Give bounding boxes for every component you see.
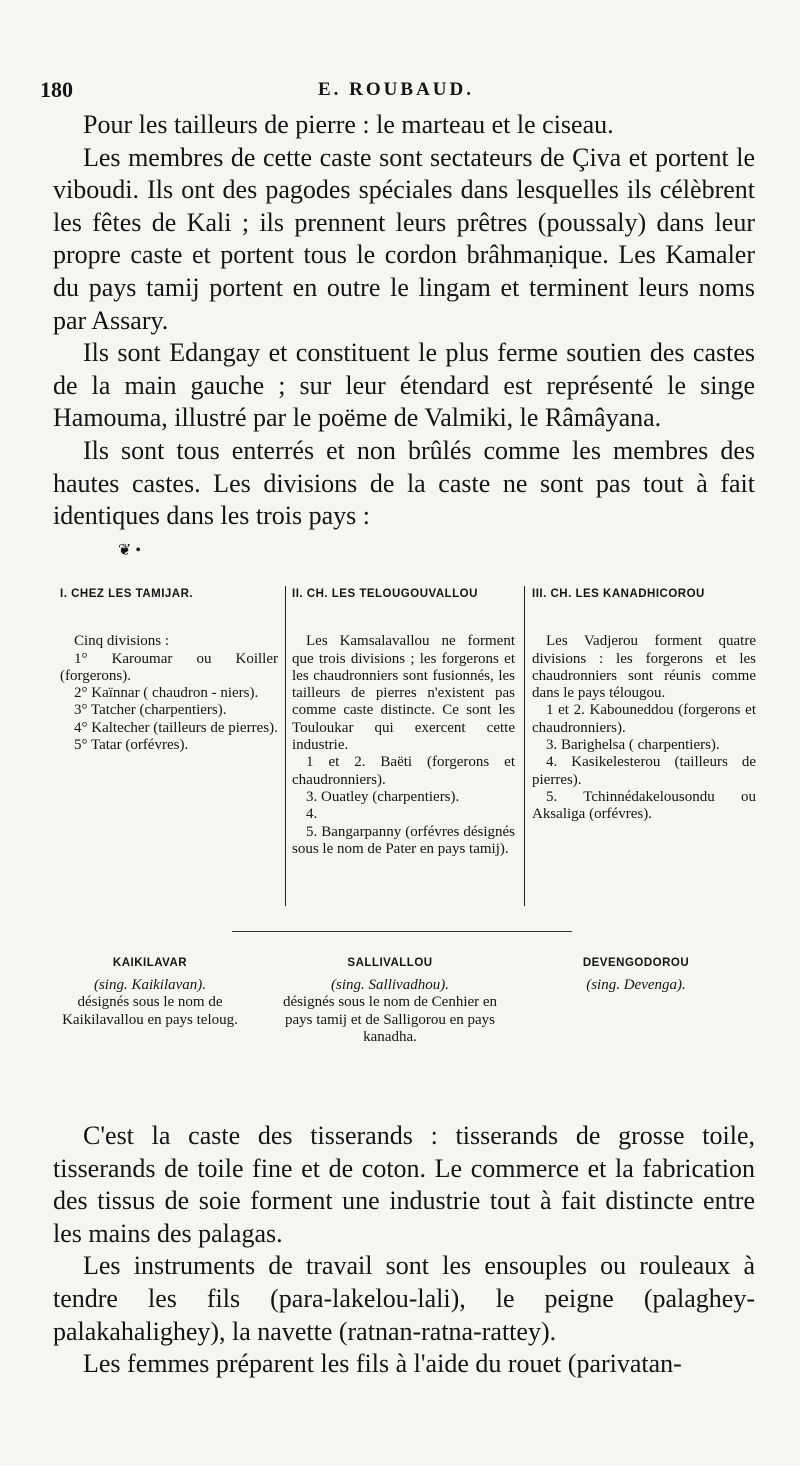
caste-name: KAIKILAVAR (112, 957, 188, 969)
caste-name: DEVENGODOROU (582, 957, 690, 969)
caste-headings (40, 955, 756, 1105)
caste-name: SALLIVALLOU (347, 957, 433, 969)
three-column-table (60, 586, 756, 906)
column-entry: 5. Bangarpanny (orfévres désignés sous le nom de Pater en pays tamij). (292, 823, 515, 857)
paragraph: Les femmes préparent les fils à l'aide du rouet (parivatan- (83, 1349, 682, 1379)
column-divider (285, 586, 286, 906)
column-entry: Les Vadjerou forment quatre divisions : les forgerons et les chaudronniers sont réunis comme dans le pays télougou. (532, 633, 756, 702)
caste-singular: (sing. Kaikilavan). (93, 976, 207, 993)
column-entry: 1 et 2. Kabouneddou (forgerons et chaudronniers). (532, 702, 756, 736)
section-divider (232, 931, 572, 932)
page-number: 180 (40, 77, 73, 102)
column-entry: 5° Tatar (orfévres). (74, 737, 189, 754)
column-entry: Les Kamsalavallou ne forment que trois divisions ; les forgerons et les chaudronniers sont fusionnés, les tailleurs de pierres n'existent pas comme caste distincte. Ce sont les Touloukar qui exercent cette industrie. (292, 633, 515, 754)
paragraph: Pour les tailleurs de pierre : le marteau et le ciseau. (83, 110, 614, 139)
paragraph: Ils sont Edangay et constituent le plus ferme soutien des castes de la main gauche ; sur leur étendard est représenté le singe Hamouma, illustré par le poëme de Valmiki, le Râmâyana. (53, 338, 755, 433)
caste-description: désignés sous le nom de Cenhier en pays tamij et de Salligorou en pays kanadha. (282, 994, 498, 1046)
column-entry: 3. Barighelsa ( charpentiers). (546, 737, 720, 754)
running-head: E. ROUBAUD. (318, 79, 474, 100)
column-kanadhicorou (532, 586, 756, 906)
body-text-top (53, 109, 755, 533)
column-entry: 1 et 2. Baëti (forgerons et chaudronniers). (292, 754, 515, 788)
signature-mark: ❦ • (118, 542, 142, 559)
column-entry: 4. Kasikelesterou (tailleurs de pierres). (532, 754, 756, 788)
column-telougouvallou (292, 586, 515, 906)
column-entry: 4° Kaltecher (tailleurs de pierres). (74, 719, 278, 736)
page-header (40, 77, 752, 105)
column-heading: I. CHEZ LES TAMIJAR. (60, 588, 194, 600)
column-tamijar (60, 586, 278, 906)
caste-singular: (sing. Sallivadhou). (331, 976, 449, 993)
column-entry: 2° Kaïnnar ( chaudron - niers). (74, 685, 259, 702)
paragraph: Les instruments de travail sont les ensouples ou rouleaux à tendre les fils (para-lakelou-lali), le peigne (palaghey-palakahalighey), la navette (ratnan-ratna-rattey). (53, 1251, 755, 1346)
column-entry: 4. (306, 806, 318, 823)
paragraph: Les membres de cette caste sont sectateurs de Çiva et portent le viboudi. Ils ont des pagodes spéciales dans lesquelles ils célèbrent les fêtes de Kali ; ils prennent leurs prêtres (poussaly) dans leur propre caste et portent tous le cordon brâhmaṇique. Les Kamaler du pays tamij portent en outre le lingam et terminent leurs noms par Assary. (53, 142, 755, 335)
column-entry: 1° Karoumar ou Koiller (forgerons). (60, 650, 278, 684)
paragraph: C'est la caste des tisserands : tisserands de grosse toile, tisserands de toile fine et de coton. Le commerce et la fabrication des tissus de soie forment une industrie tout à fait distincte entre les mains des palagas. (53, 1121, 755, 1248)
caste-description: désignés sous le nom de Kaikilavallou en pays teloug. (62, 994, 238, 1028)
caste-singular: (sing. Devenga). (586, 976, 686, 993)
column-heading: III. CH. LES KANADHICOROU (532, 588, 705, 600)
caste-devengodorou (516, 955, 756, 994)
column-entry: 3° Tatcher (charpentiers). (74, 702, 227, 719)
caste-sallivallou (270, 955, 510, 1047)
paragraph: Ils sont tous enterrés et non brûlés comme les membres des hautes castes. Les divisions de la caste ne sont pas tout à fait identiques dans les trois pays : (53, 435, 755, 531)
caste-kaikilavar (40, 955, 260, 1029)
column-entry: Cinq divisions : (74, 633, 170, 650)
body-text-bottom (53, 1120, 755, 1381)
column-divider (524, 586, 525, 906)
column-entry: 5. Tchinnédakelousondu ou Aksaliga (orfévres). (532, 788, 756, 823)
column-entry: 3. Ouatley (charpentiers). (306, 788, 460, 805)
column-heading: II. CH. LES TELOUGOUVALLOU (292, 588, 478, 600)
